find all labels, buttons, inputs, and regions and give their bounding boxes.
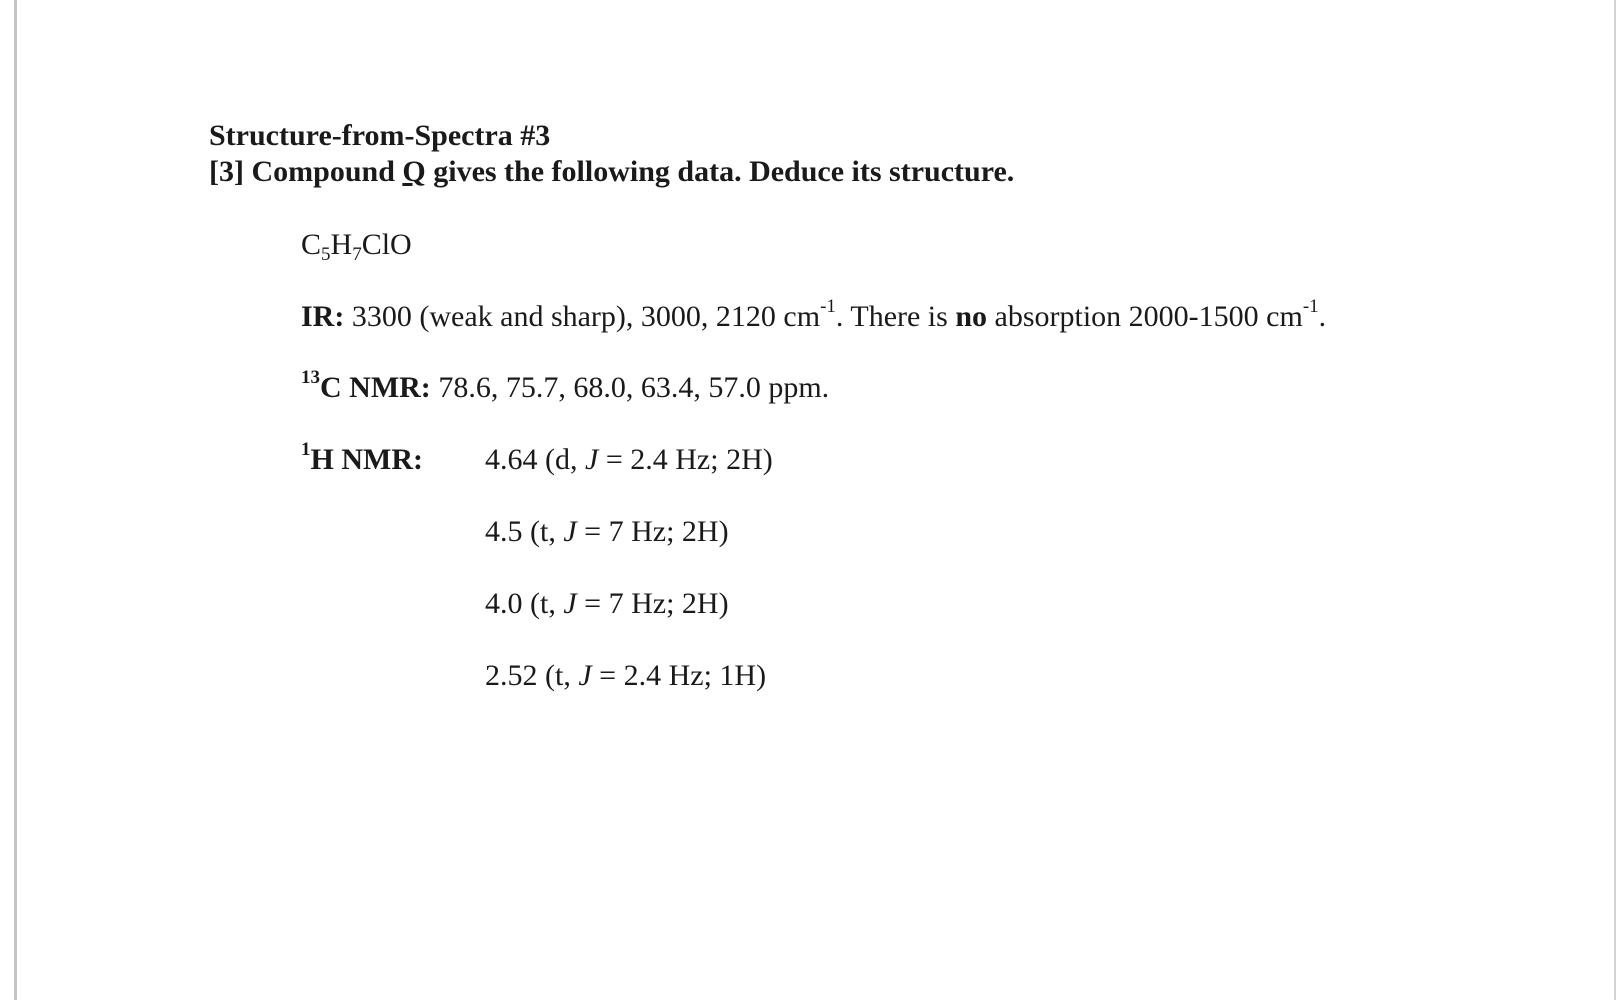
h-nmr-label-text: H NMR: bbox=[310, 443, 423, 476]
peak-multiplicity: t bbox=[540, 587, 549, 620]
peak-integration: 1H bbox=[719, 659, 757, 692]
formula-h: H bbox=[330, 228, 353, 261]
peak-shift: 4.64 bbox=[485, 443, 538, 476]
peak-coupling: 2.4 bbox=[623, 659, 662, 692]
ir-values: 3300 (weak and sharp), 3000, 2120 cm bbox=[344, 300, 821, 333]
peak-integration: 2H bbox=[726, 443, 763, 476]
page-right-edge bbox=[1614, 0, 1616, 1000]
peak-shift: 4.0 bbox=[485, 587, 523, 620]
ir-emphasis: no bbox=[955, 300, 988, 333]
c-nmr-data bbox=[301, 367, 830, 405]
h-nmr-isotope: 1 bbox=[301, 439, 311, 460]
ir-label: IR: bbox=[301, 300, 345, 333]
problem-number: [3] bbox=[209, 155, 244, 188]
page-left-edge bbox=[14, 0, 17, 1000]
h-nmr-peak: 2.52 (t, J = 2.4 Hz; 1H) bbox=[485, 659, 767, 692]
peak-integration: 2H bbox=[681, 515, 719, 548]
h-nmr-label bbox=[301, 439, 423, 477]
peak-shift: 2.52 bbox=[485, 659, 538, 692]
compound-label: Q bbox=[402, 155, 426, 188]
c-nmr-isotope: 13 bbox=[301, 367, 320, 388]
peak-integration: 2H bbox=[681, 587, 719, 620]
ir-end: . bbox=[1318, 300, 1327, 333]
peak-coupling: 7 bbox=[608, 515, 624, 548]
h-nmr-peak: 4.64 (d, J = 2.4 Hz; 2H) bbox=[485, 443, 773, 476]
peak-multiplicity: t bbox=[540, 515, 549, 548]
page-title: Structure-from-Spectra #3 bbox=[209, 119, 551, 152]
prompt-text-start: Compound bbox=[251, 155, 403, 188]
peak-multiplicity: t bbox=[555, 659, 564, 692]
formula-rest: ClO bbox=[361, 228, 412, 261]
c-nmr-label bbox=[301, 367, 431, 404]
peak-shift: 4.5 bbox=[485, 515, 523, 548]
formula-h-count: 7 bbox=[352, 244, 362, 265]
formula-c-count: 5 bbox=[321, 244, 331, 265]
prompt-text-end: gives the following data. Deduce its structure. bbox=[425, 155, 1015, 188]
peak-coupling: 7 bbox=[608, 587, 624, 620]
peak-multiplicity: d bbox=[555, 443, 570, 476]
molecular-formula bbox=[301, 228, 412, 265]
ir-data bbox=[301, 296, 1327, 334]
c-nmr-values: 78.6, 75.7, 68.0, 63.4, 57.0 ppm. bbox=[430, 371, 830, 404]
ir-mid-text: . There is bbox=[835, 300, 956, 333]
formula-c: C bbox=[301, 228, 322, 261]
problem-prompt bbox=[209, 155, 1014, 189]
ir-tail-exponent: -1 bbox=[1302, 296, 1319, 317]
c-nmr-label-text: C NMR: bbox=[320, 371, 431, 404]
ir-tail-text: absorption 2000-1500 cm bbox=[987, 300, 1303, 333]
ir-unit-exponent: -1 bbox=[820, 296, 836, 317]
h-nmr-peak: 4.5 (t, J = 7 Hz; 2H) bbox=[485, 515, 729, 548]
peak-coupling: 2.4 bbox=[630, 443, 668, 476]
h-nmr-peak: 4.0 (t, J = 7 Hz; 2H) bbox=[485, 587, 729, 620]
